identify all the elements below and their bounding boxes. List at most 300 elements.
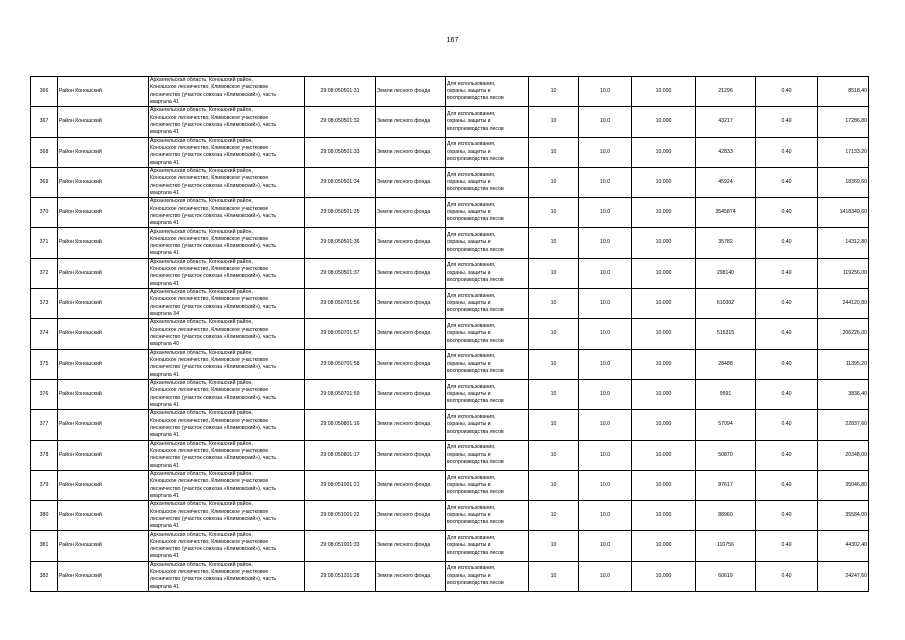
district-cell: Район Коношский — [58, 258, 149, 288]
location-line: квартала 41 — [150, 432, 179, 439]
total-cell: 35584,00 — [818, 501, 869, 531]
district-cell: Район Коношский — [58, 440, 149, 470]
permitted-use-line: воспроизводства лесов — [447, 489, 504, 496]
coefficient-1-cell: 10 — [529, 107, 579, 137]
coefficient-2-cell: 10.0 — [579, 440, 632, 470]
coefficient-3-cell: 10.000 — [632, 77, 696, 107]
total-cell: 24247,60 — [818, 561, 869, 591]
total-cell: 22837,60 — [818, 410, 869, 440]
location-line: квартала 41 — [150, 98, 179, 105]
coefficient-2-cell: 10.0 — [579, 501, 632, 531]
page-number: 167 — [446, 37, 459, 44]
coefficient-1-cell: 10 — [529, 137, 579, 167]
location-line: лесничество (участок совхоза «Климовский»), часть — [150, 364, 277, 371]
cadastral-number-cell: 29:08:051001:21 — [305, 470, 376, 500]
table-row — [31, 198, 869, 228]
total-cell: 206226,00 — [818, 319, 869, 349]
location-line: Архангельская область, Коношский район, — [150, 531, 253, 538]
location-line: квартала 41 — [150, 401, 179, 408]
permitted-use-line: воспроизводства лесов — [447, 216, 504, 223]
coefficient-2-cell: 10.0 — [579, 289, 632, 319]
table-row — [31, 561, 869, 591]
rate-cell: 0.40 — [756, 228, 818, 258]
permitted-use-line: воспроизводства лесов — [447, 155, 504, 162]
location-cell — [149, 137, 305, 167]
district-cell: Район Коношский — [58, 349, 149, 379]
location-line: лесничество (участок совхоза «Климовский»), часть — [150, 273, 277, 280]
land-category-cell: Земли лесного фонда — [376, 349, 446, 379]
location-cell — [149, 440, 305, 470]
location-line: квартала 34 — [150, 311, 179, 318]
coefficient-2-cell: 10.0 — [579, 349, 632, 379]
coefficient-2-cell: 10.0 — [579, 561, 632, 591]
land-category-cell: Земли лесного фонда — [376, 167, 446, 197]
location-line: лесничество (участок совхоза «Климовский»), часть — [150, 152, 277, 159]
permitted-use-line: Для использования, — [447, 474, 496, 481]
location-line: квартала 41 — [150, 280, 179, 287]
location-cell — [149, 167, 305, 197]
permitted-use-cell — [446, 319, 529, 349]
rate-cell: 0.40 — [756, 470, 818, 500]
permitted-use-line: охраны, защиты и — [447, 118, 491, 125]
location-line: лесничество (участок совхоза «Климовский»), часть — [150, 515, 277, 522]
coefficient-1-cell: 10 — [529, 289, 579, 319]
area-cell: 610302 — [696, 289, 756, 319]
location-line: Коношское лесничество, Климовское участковое — [150, 417, 269, 424]
permitted-use-cell — [446, 410, 529, 440]
location-cell — [149, 198, 305, 228]
land-category-cell: Земли лесного фонда — [376, 410, 446, 440]
coefficient-1-cell: 10 — [529, 198, 579, 228]
coefficient-2-cell: 10.0 — [579, 77, 632, 107]
table-row — [31, 137, 869, 167]
location-line: Архангельская область, Коношский район, — [150, 561, 253, 568]
total-cell: 17286,80 — [818, 107, 869, 137]
location-line: лесничество (участок совхоза «Климовский»), часть — [150, 394, 277, 401]
permitted-use-line: Для использования, — [447, 444, 496, 451]
coefficient-2-cell: 10.0 — [579, 137, 632, 167]
land-category-cell: Земли лесного фонда — [376, 440, 446, 470]
permitted-use-line: охраны, защиты и — [447, 269, 491, 276]
permitted-use-cell — [446, 440, 529, 470]
permitted-use-cell — [446, 198, 529, 228]
permitted-use-line: охраны, защиты и — [447, 300, 491, 307]
coefficient-2-cell: 10.0 — [579, 198, 632, 228]
cadastral-number-cell: 29:08:050501:36 — [305, 228, 376, 258]
permitted-use-cell — [446, 137, 529, 167]
row-number-cell: 373 — [31, 289, 58, 319]
cadastral-number-cell: 29:08:050801:16 — [305, 410, 376, 440]
location-line: Архангельская область, Коношский район, — [150, 228, 253, 235]
location-line: Коношское лесничество, Климовское участковое — [150, 387, 269, 394]
location-cell — [149, 228, 305, 258]
table-row — [31, 531, 869, 561]
permitted-use-line: Для использования, — [447, 111, 496, 117]
total-cell: 244120,80 — [818, 289, 869, 319]
location-line: лесничество (участок совхоза «Климовский»), часть — [150, 546, 277, 553]
coefficient-3-cell: 10.000 — [632, 379, 696, 409]
rate-cell: 0.40 — [756, 137, 818, 167]
land-category-cell: Земли лесного фонда — [376, 501, 446, 531]
coefficient-3-cell: 10.000 — [632, 258, 696, 288]
permitted-use-cell — [446, 228, 529, 258]
location-line: лесничество (участок совхоза «Климовский»), часть — [150, 455, 277, 462]
district-cell: Район Коношский — [58, 531, 149, 561]
location-line: Коношское лесничество, Климовское участковое — [150, 266, 269, 273]
table-row — [31, 77, 869, 107]
coefficient-2-cell: 10.0 — [579, 228, 632, 258]
permitted-use-line: охраны, защиты и — [447, 360, 491, 367]
coefficient-2-cell: 10.0 — [579, 107, 632, 137]
location-line: Коношское лесничество, Климовское участковое — [150, 357, 269, 364]
location-line: Коношское лесничество, Климовское участковое — [150, 447, 269, 454]
district-cell: Район Коношский — [58, 77, 149, 107]
coefficient-3-cell: 10.000 — [632, 501, 696, 531]
location-line: лесничество (участок совхоза «Климовский»), часть — [150, 334, 277, 341]
location-line: Коношское лесничество, Климовское участковое — [150, 175, 269, 182]
rate-cell: 0.40 — [756, 258, 818, 288]
cadastral-number-cell: 29:08:050501:35 — [305, 198, 376, 228]
row-number-cell: 368 — [31, 137, 58, 167]
table-row — [31, 410, 869, 440]
cadastral-number-cell: 29:08:050501:34 — [305, 167, 376, 197]
coefficient-1-cell: 10 — [529, 410, 579, 440]
coefficient-1-cell: 10 — [529, 379, 579, 409]
location-line: лесничество (участок совхоза «Климовский»), часть — [150, 212, 277, 219]
permitted-use-line: воспроизводства лесов — [447, 277, 504, 284]
table-row — [31, 228, 869, 258]
location-cell — [149, 531, 305, 561]
location-line: лесничество (участок совхоза «Климовский»), часть — [150, 424, 277, 431]
location-line: квартала 41 — [150, 553, 179, 560]
location-line: Коношское лесничество, Климовское участковое — [150, 235, 269, 242]
cadastral-number-cell: 29:08:050701:58 — [305, 349, 376, 379]
location-line: Коношское лесничество, Климовское участковое — [150, 326, 269, 333]
land-category-cell: Земли лесного фонда — [376, 379, 446, 409]
area-cell: 50870 — [696, 440, 756, 470]
area-cell: 21296 — [696, 77, 756, 107]
location-cell — [149, 349, 305, 379]
location-line: Архангельская область, Коношский район, — [150, 258, 253, 265]
location-line: Коношское лесничество, Климовское участковое — [150, 84, 269, 91]
permitted-use-line: охраны, защиты и — [447, 542, 491, 549]
rate-cell: 0.40 — [756, 77, 818, 107]
table-row — [31, 379, 869, 409]
cadastral-number-cell: 29:08:050501:31 — [305, 77, 376, 107]
area-cell: 88960 — [696, 501, 756, 531]
coefficient-1-cell: 10 — [529, 501, 579, 531]
location-line: Архангельская область, Коношский район, — [150, 198, 253, 205]
location-cell — [149, 319, 305, 349]
cadastral-number-cell: 29:08:050501:37 — [305, 258, 376, 288]
total-cell: 17133,20 — [818, 137, 869, 167]
permitted-use-line: воспроизводства лесов — [447, 519, 504, 526]
land-category-cell: Земли лесного фонда — [376, 228, 446, 258]
row-number-cell: 369 — [31, 167, 58, 197]
coefficient-3-cell: 10.000 — [632, 228, 696, 258]
location-line: Коношское лесничество, Климовское участковое — [150, 569, 269, 576]
row-number-cell: 382 — [31, 561, 58, 591]
permitted-use-line: Для использования, — [447, 80, 496, 87]
location-line: квартала 41 — [150, 220, 179, 227]
coefficient-3-cell: 10.000 — [632, 289, 696, 319]
table-row — [31, 440, 869, 470]
row-number-cell: 366 — [31, 77, 58, 107]
rate-cell: 0.40 — [756, 198, 818, 228]
coefficient-1-cell: 10 — [529, 440, 579, 470]
permitted-use-line: воспроизводства лесов — [447, 549, 504, 556]
district-cell: Район Коношский — [58, 289, 149, 319]
location-line: Архангельская область, Коношский район, — [150, 410, 253, 417]
location-cell — [149, 470, 305, 500]
district-cell: Район Коношский — [58, 137, 149, 167]
permitted-use-line: воспроизводства лесов — [447, 337, 504, 344]
coefficient-3-cell: 10.000 — [632, 319, 696, 349]
district-cell: Район Коношский — [58, 198, 149, 228]
permitted-use-line: охраны, защиты и — [447, 148, 491, 155]
cadastral-number-cell: 29:08:050801:17 — [305, 440, 376, 470]
area-cell: 45924 — [696, 167, 756, 197]
district-cell: Район Коношский — [58, 319, 149, 349]
permitted-use-line: воспроизводства лесов — [447, 246, 504, 253]
row-number-cell: 375 — [31, 349, 58, 379]
rate-cell: 0.40 — [756, 319, 818, 349]
permitted-use-line: Для использования, — [447, 262, 496, 269]
permitted-use-cell — [446, 167, 529, 197]
rate-cell: 0.40 — [756, 561, 818, 591]
location-cell — [149, 410, 305, 440]
location-line: лесничество (участок совхоза «Климовский»), часть — [150, 182, 277, 189]
location-line: Коношское лесничество, Климовское участковое — [150, 114, 269, 121]
district-cell: Район Коношский — [58, 167, 149, 197]
table-body — [31, 77, 869, 592]
permitted-use-cell — [446, 531, 529, 561]
location-cell — [149, 379, 305, 409]
district-cell: Район Коношский — [58, 410, 149, 440]
location-line: Архангельская область, Коношский район, — [150, 470, 253, 477]
land-category-cell: Земли лесного фонда — [376, 137, 446, 167]
permitted-use-line: охраны, защиты и — [447, 451, 491, 458]
location-line: квартала 41 — [150, 129, 179, 136]
permitted-use-line: воспроизводства лесов — [447, 95, 504, 102]
row-number-cell: 378 — [31, 440, 58, 470]
total-cell: 1418349,60 — [818, 198, 869, 228]
area-cell: 28488 — [696, 349, 756, 379]
coefficient-1-cell: 10 — [529, 349, 579, 379]
coefficient-1-cell: 10 — [529, 228, 579, 258]
permitted-use-line: охраны, защиты и — [447, 390, 491, 397]
row-number-cell: 380 — [31, 501, 58, 531]
permitted-use-line: Для использования, — [447, 504, 496, 511]
land-category-cell: Земли лесного фонда — [376, 319, 446, 349]
permitted-use-line: Для использования, — [447, 565, 496, 572]
coefficient-1-cell: 10 — [529, 470, 579, 500]
location-line: квартала 41 — [150, 159, 179, 166]
rate-cell: 0.40 — [756, 379, 818, 409]
permitted-use-line: Для использования, — [447, 201, 496, 208]
land-plot-table — [30, 76, 869, 592]
location-line: Архангельская область, Коношский район, — [150, 107, 253, 114]
district-cell: Район Коношский — [58, 501, 149, 531]
permitted-use-line: Для использования, — [447, 141, 496, 148]
land-category-cell: Земли лесного фонда — [376, 531, 446, 561]
row-number-cell: 372 — [31, 258, 58, 288]
land-category-cell: Земли лесного фонда — [376, 258, 446, 288]
district-cell: Район Коношский — [58, 107, 149, 137]
land-category-cell: Земли лесного фонда — [376, 561, 446, 591]
rate-cell: 0.40 — [756, 410, 818, 440]
permitted-use-line: охраны, защиты и — [447, 512, 491, 519]
cadastral-number-cell: 29:08:050501:33 — [305, 137, 376, 167]
rate-cell: 0.40 — [756, 107, 818, 137]
location-line: квартала 40 — [150, 341, 179, 348]
permitted-use-line: Для использования, — [447, 535, 496, 542]
permitted-use-cell — [446, 470, 529, 500]
area-cell: 60619 — [696, 561, 756, 591]
location-line: Архангельская область, Коношский район, — [150, 319, 253, 326]
area-cell: 87617 — [696, 470, 756, 500]
total-cell: 11395,20 — [818, 349, 869, 379]
location-line: Коношское лесничество, Климовское участковое — [150, 478, 269, 485]
permitted-use-line: воспроизводства лесов — [447, 398, 504, 405]
location-line: Архангельская область, Коношский район, — [150, 501, 253, 508]
permitted-use-line: охраны, защиты и — [447, 88, 491, 94]
coefficient-2-cell: 10.0 — [579, 319, 632, 349]
permitted-use-line: Для использования, — [447, 323, 496, 330]
location-line: Коношское лесничество, Климовское участковое — [150, 296, 269, 303]
rate-cell: 0.40 — [756, 501, 818, 531]
permitted-use-line: воспроизводства лесов — [447, 125, 504, 132]
location-cell — [149, 258, 305, 288]
permitted-use-line: воспроизводства лесов — [447, 307, 504, 314]
total-cell: 18369,60 — [818, 167, 869, 197]
permitted-use-line: охраны, защиты и — [447, 209, 491, 216]
land-category-cell: Земли лесного фонда — [376, 198, 446, 228]
location-line: квартала 41 — [150, 371, 179, 378]
row-number-cell: 370 — [31, 198, 58, 228]
permitted-use-line: воспроизводства лесов — [447, 428, 504, 435]
total-cell: 14312,80 — [818, 228, 869, 258]
district-cell: Район Коношский — [58, 228, 149, 258]
row-number-cell: 367 — [31, 107, 58, 137]
coefficient-1-cell: 10 — [529, 167, 579, 197]
row-number-cell: 379 — [31, 470, 58, 500]
coefficient-3-cell: 10.000 — [632, 107, 696, 137]
permitted-use-line: Для использования, — [447, 353, 496, 360]
permitted-use-line: Для использования, — [447, 171, 496, 178]
land-category-cell: Земли лесного фонда — [376, 107, 446, 137]
permitted-use-cell — [446, 501, 529, 531]
coefficient-3-cell: 10.000 — [632, 198, 696, 228]
permitted-use-line: охраны, защиты и — [447, 421, 491, 428]
table-row — [31, 289, 869, 319]
permitted-use-line: охраны, защиты и — [447, 330, 491, 337]
land-category-cell: Земли лесного фонда — [376, 77, 446, 107]
permitted-use-line: воспроизводства лесов — [447, 186, 504, 193]
cadastral-number-cell: 29:08:051201:28 — [305, 561, 376, 591]
cadastral-number-cell: 29:08:051001:33 — [305, 531, 376, 561]
cadastral-number-cell: 29:08:050501:32 — [305, 107, 376, 137]
cadastral-number-cell: 29:08:050701:59 — [305, 379, 376, 409]
area-cell: 298140 — [696, 258, 756, 288]
permitted-use-line: Для использования, — [447, 383, 496, 390]
table-row — [31, 470, 869, 500]
district-cell: Район Коношский — [58, 561, 149, 591]
coefficient-3-cell: 10.000 — [632, 137, 696, 167]
total-cell: 35046,80 — [818, 470, 869, 500]
land-category-cell: Земли лесного фонда — [376, 470, 446, 500]
area-cell: 515315 — [696, 319, 756, 349]
land-category-cell: Земли лесного фонда — [376, 289, 446, 319]
permitted-use-cell — [446, 77, 529, 107]
location-cell — [149, 107, 305, 137]
coefficient-2-cell: 10.0 — [579, 258, 632, 288]
location-line: Коношское лесничество, Климовское участковое — [150, 144, 269, 151]
coefficient-1-cell: 10 — [529, 77, 579, 107]
cadastral-number-cell: 29:08:050701:56 — [305, 289, 376, 319]
coefficient-1-cell: 10 — [529, 319, 579, 349]
coefficient-1-cell: 10 — [529, 258, 579, 288]
permitted-use-cell — [446, 107, 529, 137]
coefficient-3-cell: 10.000 — [632, 470, 696, 500]
table-row — [31, 349, 869, 379]
location-cell — [149, 561, 305, 591]
coefficient-3-cell: 10.000 — [632, 531, 696, 561]
permitted-use-line: охраны, защиты и — [447, 572, 491, 579]
area-cell: 43217 — [696, 107, 756, 137]
location-line: лесничество (участок совхоза «Климовский»), часть — [150, 91, 277, 98]
location-line: Архангельская область, Коношский район, — [150, 167, 253, 174]
permitted-use-line: воспроизводства лесов — [447, 458, 504, 465]
table-row — [31, 167, 869, 197]
table-row — [31, 501, 869, 531]
location-line: лесничество (участок совхоза «Климовский»), часть — [150, 303, 277, 310]
permitted-use-line: Для использования, — [447, 413, 496, 420]
location-line: квартала 41 — [150, 523, 179, 530]
total-cell: 8518,40 — [818, 77, 869, 107]
rate-cell: 0.40 — [756, 349, 818, 379]
area-cell: 35782 — [696, 228, 756, 258]
location-line: Архангельская область, Коношский район, — [150, 289, 253, 296]
coefficient-2-cell: 10.0 — [579, 470, 632, 500]
location-line: лесничество (участок совхоза «Климовский»), часть — [150, 243, 277, 250]
location-line: Архангельская область, Коношский район, — [150, 440, 253, 447]
coefficient-3-cell: 10.000 — [632, 167, 696, 197]
permitted-use-line: воспроизводства лесов — [447, 367, 504, 374]
location-cell — [149, 289, 305, 319]
location-line: Архангельская область, Коношский район, — [150, 349, 253, 356]
location-line: Архангельская область, Коношский район, — [150, 137, 253, 144]
permitted-use-cell — [446, 561, 529, 591]
coefficient-3-cell: 10.000 — [632, 440, 696, 470]
location-line: Коношское лесничество, Климовское участковое — [150, 538, 269, 545]
permitted-use-line: охраны, защиты и — [447, 178, 491, 185]
location-line: квартала 41 — [150, 462, 179, 469]
district-cell: Район Коношский — [58, 379, 149, 409]
permitted-use-line: воспроизводства лесов — [447, 580, 504, 587]
total-cell: 3836,40 — [818, 379, 869, 409]
row-number-cell: 377 — [31, 410, 58, 440]
table-row — [31, 107, 869, 137]
permitted-use-line: Для использования, — [447, 232, 496, 239]
coefficient-1-cell: 10 — [529, 561, 579, 591]
row-number-cell: 376 — [31, 379, 58, 409]
table-row — [31, 258, 869, 288]
row-number-cell: 381 — [31, 531, 58, 561]
area-cell: 9591 — [696, 379, 756, 409]
permitted-use-cell — [446, 289, 529, 319]
total-cell: 119256,00 — [818, 258, 869, 288]
